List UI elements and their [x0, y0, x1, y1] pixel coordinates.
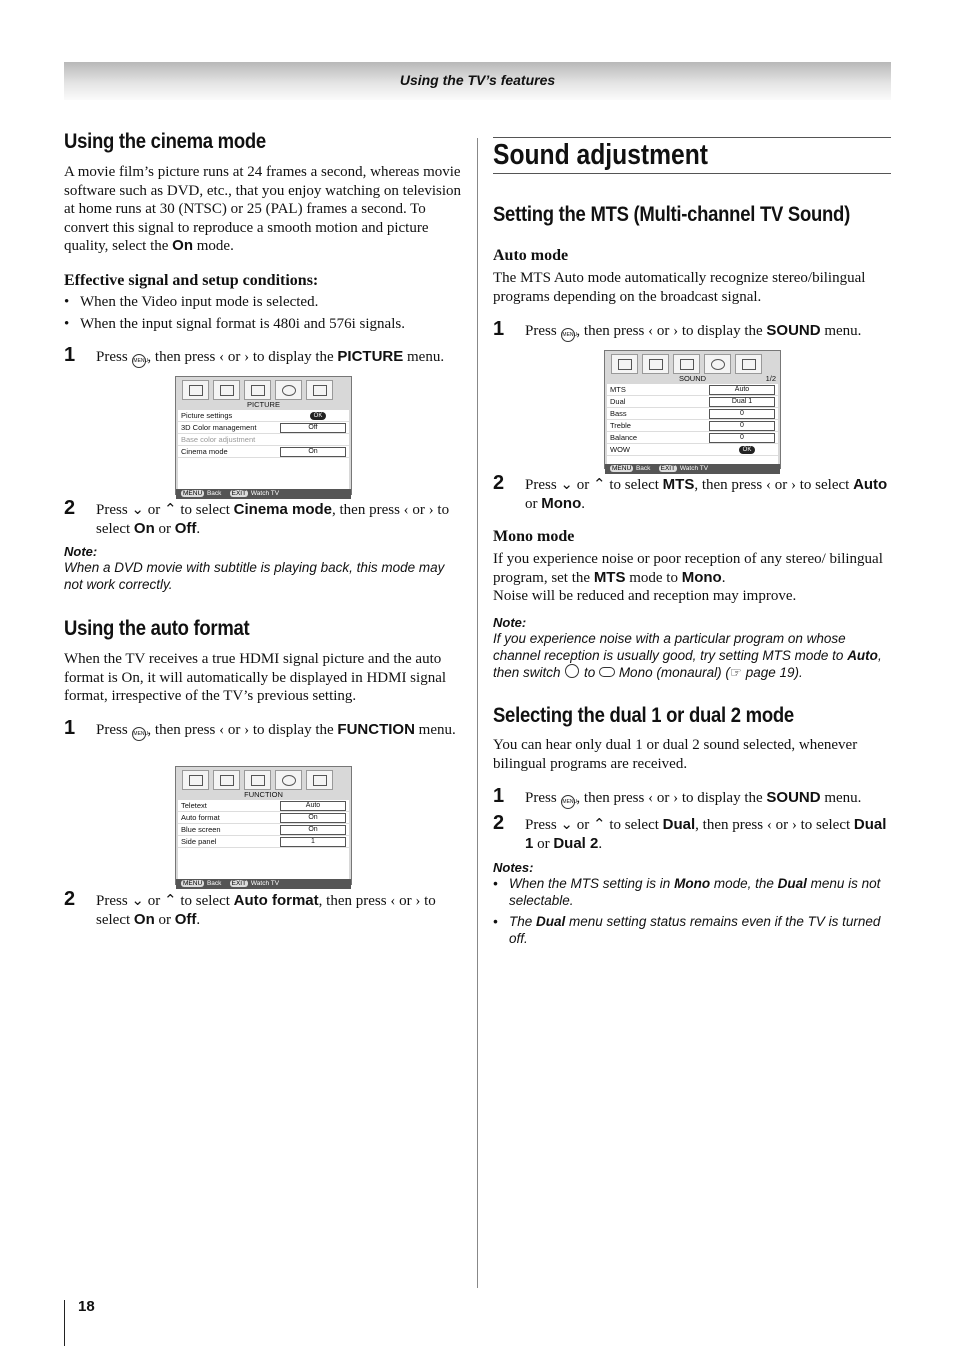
- picture-tab-icon: [182, 770, 209, 790]
- menu-button-icon: MENU: [561, 795, 575, 809]
- mono-mode-text: [493, 550, 891, 606]
- function-menu-screen: [175, 766, 352, 885]
- auto-format-intro: When the TV receives a true HDMI signal picture and the auto format is On, it will automatically be displayed in HDMI signal format, irrespective of the TV’s previous setting.: [64, 651, 447, 704]
- cinema-note: [64, 544, 462, 593]
- step-text: Press: [96, 502, 132, 518]
- step-text: Press: [525, 790, 561, 806]
- right-arrow-icon: ›: [428, 502, 434, 518]
- mts-step-1: [493, 318, 891, 342]
- note-part: mode, the: [710, 876, 778, 891]
- menu-row-label: Blue screen: [181, 825, 221, 834]
- menu-row: [178, 824, 349, 836]
- menu-row-label: Teletext: [181, 801, 207, 810]
- menu-key: MENU: [183, 490, 203, 497]
- menu-row-value: Auto: [280, 801, 346, 811]
- menu-row-value: 0: [709, 409, 775, 419]
- step-text: to select: [96, 502, 450, 537]
- step-text: .: [196, 520, 201, 537]
- step-text: or: [224, 722, 245, 738]
- down-arrow-icon: ⌄: [131, 502, 144, 518]
- step-text: to display the: [678, 323, 767, 339]
- step-text: to select: [795, 477, 854, 493]
- mts-note: [493, 615, 891, 681]
- menu-row-value: On: [280, 825, 346, 835]
- step-number: 2: [493, 812, 505, 834]
- right-arrow-icon: ›: [673, 790, 679, 806]
- menu-list: [178, 800, 349, 879]
- menu-row-label: Picture settings: [181, 411, 233, 420]
- note-part: menu is not selectable.: [509, 876, 881, 908]
- menu-row-label: 3D Color management: [181, 423, 257, 432]
- note-bold: Mono: [674, 876, 711, 891]
- cinema-heading: Using the cinema mode: [64, 130, 266, 153]
- left-arrow-icon: ‹: [648, 790, 654, 806]
- menu-row-value: On: [280, 813, 346, 823]
- step-text: , then press: [147, 349, 220, 365]
- notes-heading: Notes:: [493, 860, 534, 875]
- step-number: 1: [493, 318, 505, 340]
- picture-tab-icon: [182, 380, 209, 400]
- note-bold: Dual: [777, 876, 807, 891]
- step-text: Press: [525, 817, 561, 833]
- footer-label: Watch TV: [679, 465, 709, 472]
- step-text: to display the: [678, 790, 767, 806]
- cinema-intro-end: mode.: [193, 238, 234, 254]
- step-text: or: [154, 520, 175, 537]
- step-text: to display the: [249, 722, 338, 738]
- step-text: menu.: [820, 790, 862, 806]
- menu-row-label: Base color adjustment: [181, 435, 256, 444]
- sound-tab-icon: [213, 380, 240, 400]
- title-rule-top: [493, 137, 891, 138]
- menu-row: [607, 432, 778, 444]
- menu-title: PICTURE: [247, 400, 280, 409]
- footer-label: Back: [635, 465, 651, 472]
- note-part: If you experience noise with a particular program on whose channel reception is usually good, try setting MTS mode to: [493, 631, 848, 663]
- step-text: to select: [796, 817, 854, 833]
- auto-step-2: [64, 888, 462, 929]
- right-arrow-icon: ›: [673, 323, 679, 339]
- menu-row-label: Bass: [610, 409, 627, 418]
- reference-hand-icon: ☞: [729, 665, 742, 680]
- step-text: Press: [96, 722, 132, 738]
- menu-name: PICTURE: [337, 348, 404, 365]
- step-text: menu.: [414, 722, 456, 738]
- note-auto: Auto: [847, 648, 878, 663]
- step-text: Press: [96, 893, 132, 909]
- mts-label: MTS: [593, 568, 626, 586]
- mono-mode-heading: Mono mode: [493, 528, 575, 545]
- step-text: , then press: [576, 323, 649, 339]
- section-title: Sound adjustment: [493, 139, 709, 171]
- cinema-intro-on: On: [172, 237, 194, 254]
- page-number: 18: [78, 1298, 95, 1315]
- right-arrow-icon: ›: [244, 349, 250, 365]
- menu-list: [178, 410, 349, 489]
- step-text: menu.: [820, 323, 862, 339]
- left-arrow-icon: ‹: [766, 817, 772, 833]
- setup-tab-icon: [306, 770, 333, 790]
- conditions-heading: Effective signal and setup conditions:: [64, 272, 319, 289]
- cinema-intro-text: A movie film’s picture runs at 24 frames a second, whereas movie software such as DVD, etc., that you enjoy watching on television at home runs at 30 (NTSC) or 25 (PAL) frames a second. To convert this signal to reproduce a smooth motion and picture quality, select the: [64, 164, 461, 254]
- setup-tab-icon: [306, 380, 333, 400]
- step-text: .: [581, 495, 585, 512]
- option-dual-1: Dual 1: [525, 816, 887, 852]
- down-arrow-icon: ⌄: [131, 893, 144, 909]
- mts-heading: Setting the MTS (Multi-channel TV Sound): [493, 203, 850, 226]
- note-text: When a DVD movie with subtitle is playing back, this mode may not work correctly.: [64, 560, 445, 592]
- auto-step-1: [64, 717, 462, 741]
- timer-tab-icon: [275, 770, 302, 790]
- option-mono: Mono: [541, 494, 582, 512]
- option-on: On: [133, 910, 155, 928]
- step-text: or: [573, 817, 593, 833]
- menu-title-text: SOUND: [678, 374, 707, 383]
- step-text: or: [395, 893, 416, 909]
- menu-button-icon: MENU: [132, 727, 146, 741]
- menu-item-name: MTS: [662, 476, 695, 493]
- conditions-list: [64, 291, 478, 335]
- note-part: menu setting status remains even if the TV is turned off.: [509, 914, 881, 946]
- step-number: 2: [64, 497, 76, 519]
- menu-tabs: [605, 351, 780, 374]
- step-number: 2: [64, 888, 76, 910]
- note-item: [509, 875, 891, 909]
- menu-key: MENU: [612, 465, 632, 472]
- note-bold: Dual: [536, 914, 566, 929]
- right-arrow-icon: ›: [791, 817, 797, 833]
- step-number: 2: [493, 472, 505, 494]
- left-arrow-icon: ‹: [765, 477, 771, 493]
- menu-title: FUNCTION: [244, 790, 283, 799]
- left-arrow-icon: ‹: [403, 502, 409, 518]
- footer-label: Back: [206, 880, 222, 887]
- step-text: .: [598, 835, 603, 852]
- para-text: mode to: [625, 569, 682, 586]
- up-arrow-icon: ⌃: [593, 477, 606, 493]
- note-item: [509, 913, 891, 947]
- sound-tab-icon: [642, 354, 669, 374]
- setup-tab-icon: [735, 354, 762, 374]
- timer-tab-icon: [704, 354, 731, 374]
- function-tab-icon: [244, 380, 271, 400]
- footer-label: Watch TV: [250, 490, 280, 497]
- footer-label: Watch TV: [250, 880, 280, 887]
- menu-footer: [176, 489, 351, 499]
- step-text: or: [653, 323, 674, 339]
- note-part: to: [580, 665, 600, 680]
- exit-key: EXIT: [660, 465, 676, 472]
- menu-name: FUNCTION: [337, 721, 415, 738]
- step-text: , then press: [695, 817, 767, 833]
- up-arrow-icon: ⌃: [164, 502, 177, 518]
- para-text: If you experience noise or poor reception of any stereo/ bilingual program, set the: [493, 551, 883, 586]
- menu-row: [178, 800, 349, 812]
- step-text: or: [154, 911, 175, 928]
- menu-row-value: 0: [709, 433, 775, 443]
- para-text: Noise will be reduced and reception may improve.: [493, 588, 797, 604]
- note-part: page 19).: [741, 665, 803, 680]
- step-text: to select: [176, 502, 234, 518]
- menu-row: [607, 420, 778, 432]
- note-part: The: [509, 914, 537, 929]
- menu-row-label: Dual: [610, 397, 626, 406]
- note-text: [493, 630, 891, 681]
- menu-footer: [605, 464, 780, 474]
- note-part: , then switch: [493, 648, 882, 680]
- step-text: or: [144, 893, 164, 909]
- step-text: , then press: [318, 893, 391, 909]
- menu-item-name: Cinema mode: [233, 501, 333, 518]
- step-text: , then press: [694, 477, 766, 493]
- step-text: to select: [605, 477, 663, 493]
- up-arrow-icon: ⌃: [593, 817, 606, 833]
- down-arrow-icon: ⌄: [560, 817, 573, 833]
- running-header: [64, 62, 891, 100]
- menu-title: [605, 374, 780, 384]
- step-text: Press: [525, 477, 561, 493]
- step-text: , then press: [332, 502, 404, 518]
- left-arrow-icon: ‹: [390, 893, 396, 909]
- step-number: 1: [493, 785, 505, 807]
- step-text: to select: [176, 893, 234, 909]
- notes-list: [493, 875, 891, 947]
- menu-tabs: [176, 377, 351, 400]
- step-text: or: [770, 477, 791, 493]
- left-arrow-icon: ‹: [219, 349, 225, 365]
- auto-format-heading: Using the auto format: [64, 617, 250, 640]
- menu-row: [607, 396, 778, 408]
- step-text: to display the: [249, 349, 338, 365]
- step-text: , then press: [576, 790, 649, 806]
- note-heading: Note:: [64, 544, 98, 559]
- step-text: or: [771, 817, 792, 833]
- menu-row-label: WOW: [610, 445, 630, 454]
- note-part: When the MTS setting is in: [509, 876, 675, 891]
- down-arrow-icon: ⌄: [560, 477, 573, 493]
- para-text: .: [721, 569, 726, 586]
- step-text: menu.: [403, 349, 445, 365]
- menu-row-value: Auto: [709, 385, 775, 395]
- mono-oval-icon: [599, 667, 615, 677]
- function-tab-icon: [244, 770, 271, 790]
- menu-list: [607, 384, 778, 464]
- picture-tab-icon: [611, 354, 638, 374]
- step-text: or: [525, 495, 542, 512]
- left-arrow-icon: ‹: [219, 722, 225, 738]
- mts-step-2: [493, 472, 891, 513]
- option-auto: Auto: [853, 476, 888, 493]
- step-text: .: [196, 911, 201, 928]
- dual-notes: [493, 860, 891, 951]
- dual-step-1: [493, 785, 891, 809]
- menu-row: [178, 422, 349, 434]
- menu-page-indicator: 1/2: [765, 374, 776, 383]
- menu-name: SOUND: [766, 322, 821, 339]
- right-arrow-icon: ›: [790, 477, 796, 493]
- option-dual-2: Dual 2: [553, 834, 599, 852]
- menu-row: [178, 812, 349, 824]
- cinema-step-1: [64, 344, 462, 368]
- menu-row-value: On: [280, 447, 346, 457]
- right-arrow-icon: ›: [244, 722, 250, 738]
- timer-tab-icon: [275, 380, 302, 400]
- picture-menu-screen: [175, 376, 352, 495]
- step-number: 1: [64, 344, 76, 366]
- menu-button-icon: MENU: [561, 328, 575, 342]
- menu-item-name: Dual: [662, 816, 696, 833]
- step-text: or: [573, 477, 593, 493]
- dual-heading: Selecting the dual 1 or dual 2 mode: [493, 704, 794, 727]
- cinema-intro: [64, 163, 462, 256]
- menu-row-value: 1: [280, 837, 346, 847]
- menu-row-label: Auto format: [181, 813, 220, 822]
- step-number: 1: [64, 717, 76, 739]
- step-text: or: [224, 349, 245, 365]
- menu-key: MENU: [183, 880, 203, 887]
- step-text: or: [533, 835, 554, 852]
- page-number-bar: [64, 1300, 65, 1346]
- ok-badge: OK: [310, 412, 326, 420]
- running-header-text: Using the TV’s features: [399, 72, 556, 88]
- step-text: to select: [605, 817, 663, 833]
- step-text: Press: [96, 349, 132, 365]
- conditions-item: • When the input signal format is 480i and 576i signals.: [80, 313, 478, 335]
- menu-row: [607, 444, 778, 456]
- footer-label: Back: [206, 490, 222, 497]
- step-text: , then press: [147, 722, 220, 738]
- up-arrow-icon: ⌃: [164, 893, 177, 909]
- function-tab-icon: [673, 354, 700, 374]
- menu-row-label: Side panel: [181, 837, 217, 846]
- menu-row: [178, 446, 349, 458]
- auto-mode-heading: Auto mode: [493, 247, 569, 264]
- menu-row: [607, 408, 778, 420]
- sound-tab-icon: [213, 770, 240, 790]
- right-arrow-icon: ›: [415, 893, 421, 909]
- menu-row-value: Off: [280, 423, 346, 433]
- step-text: Press: [525, 323, 561, 339]
- menu-tabs: [176, 767, 351, 790]
- step-text: or: [408, 502, 429, 518]
- menu-row-label: Cinema mode: [181, 447, 228, 456]
- note-heading: Note:: [493, 615, 527, 630]
- menu-row-label: Treble: [610, 421, 631, 430]
- dual-step-2: [493, 812, 891, 853]
- menu-row: [178, 434, 349, 446]
- audio-button-icon: [565, 664, 579, 678]
- menu-row-label: Balance: [610, 433, 638, 442]
- left-arrow-icon: ‹: [648, 323, 654, 339]
- menu-footer: [176, 879, 351, 889]
- menu-item-name: Auto format: [233, 892, 319, 909]
- conditions-item: • When the Video input mode is selected.: [80, 291, 478, 313]
- dual-intro: You can hear only dual 1 or dual 2 sound selected, whenever bilingual programs are received.: [493, 737, 858, 772]
- menu-row: [178, 410, 349, 422]
- menu-row-label: MTS: [610, 385, 626, 394]
- step-text: to select: [96, 893, 436, 928]
- menu-name: SOUND: [766, 789, 821, 806]
- option-off: Off: [174, 910, 197, 928]
- step-text: or: [653, 790, 674, 806]
- menu-row: [607, 384, 778, 396]
- exit-key: EXIT: [231, 880, 247, 887]
- sound-menu-screen: [604, 350, 781, 472]
- exit-key: EXIT: [231, 490, 247, 497]
- menu-row: [178, 836, 349, 848]
- step-text: or: [144, 502, 164, 518]
- title-rule-bottom: [493, 173, 891, 174]
- menu-row-value: Dual 1: [709, 397, 775, 407]
- auto-mode-text: The MTS Auto mode automatically recognize stereo/bilingual programs depending on the broadcast signal.: [493, 270, 866, 305]
- option-off: Off: [174, 519, 197, 537]
- cinema-step-2: [64, 497, 462, 538]
- note-part: Mono (monaural) (: [615, 665, 730, 680]
- menu-row-value: 0: [709, 421, 775, 431]
- menu-button-icon: MENU: [132, 354, 146, 368]
- option-on: On: [133, 519, 155, 537]
- ok-badge: OK: [739, 446, 755, 454]
- mono-label: Mono: [681, 568, 722, 586]
